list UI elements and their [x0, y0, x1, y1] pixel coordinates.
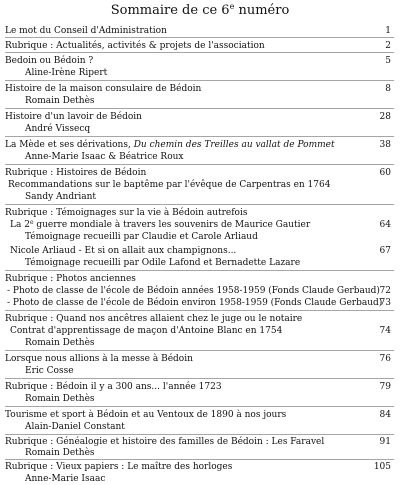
entry-author: Témoignage recueilli par Claudie et Carole Arliaud — [25, 232, 258, 242]
entry-author: Romain Dethès — [25, 448, 95, 458]
entry-13 — [0, 297, 400, 309]
entry-title: Le mot du Conseil d'Administration — [5, 26, 167, 36]
entry-page: 91 — [379, 437, 391, 447]
entry-8 — [0, 207, 400, 219]
entry-author: Sandy Andriant — [25, 192, 97, 202]
entry-11 — [0, 273, 400, 285]
entry-20 — [0, 461, 400, 473]
entry-page: 1 — [385, 26, 391, 36]
separator — [5, 164, 394, 165]
entry-4-author-line — [0, 95, 400, 107]
separator — [5, 378, 394, 379]
entry-author: Anne-Marie Isaac — [25, 474, 106, 484]
entry-title-pre: La 2 — [10, 220, 30, 230]
separator — [5, 52, 394, 53]
entry-title: Rubrique : Bédoin il y a 300 ans... l'année 1723 — [5, 382, 222, 392]
entry-10 — [0, 245, 400, 257]
entry-page: 28 — [379, 112, 391, 122]
entry-title: Histoire de la maison consulaire de Bédoin — [5, 84, 202, 94]
separator — [5, 37, 394, 38]
entry-title — [10, 219, 310, 231]
entry-author: Anne-Marie Isaac & Béatrice Roux — [25, 152, 184, 162]
entry-title: Rubrique : Histoires de Bédoin — [5, 168, 147, 178]
separator — [5, 406, 394, 407]
entry-19-author-line — [0, 447, 400, 459]
entry-16-author-line — [0, 365, 400, 377]
entry-page: 105 — [373, 462, 391, 472]
entry-1 — [0, 25, 400, 37]
title-suffix: numéro — [234, 3, 290, 18]
entry-title: Histoire d'un lavoir de Bédoin — [5, 112, 142, 122]
entry-7 — [0, 167, 400, 179]
page-title — [0, 3, 400, 18]
entry-page: 60 — [379, 168, 391, 178]
separator — [5, 310, 394, 311]
entry-12 — [0, 285, 400, 297]
entry-9 — [0, 219, 400, 231]
separator — [5, 270, 394, 271]
entry-title — [5, 139, 335, 151]
entry-title-italic: Du chemin des Treilles au vallat de Pommet — [133, 140, 335, 150]
entry-page: 38 — [379, 140, 391, 150]
entry-author: André Vissecq — [25, 124, 91, 134]
entry-18 — [0, 409, 400, 421]
entry-17 — [0, 381, 400, 393]
entry-title-plain: La Mède et ses dérivations, — [5, 140, 134, 150]
entry-page: 8 — [385, 84, 391, 94]
title-prefix: Sommaire de ce 6 — [110, 3, 230, 18]
entry-7-author-line — [0, 191, 400, 203]
entry-3-author-line — [0, 67, 400, 79]
entry-author: Romain Dethès — [25, 338, 95, 348]
entry-title: Rubrique : Témoignages sur la vie à Bédoin autrefois — [5, 208, 248, 218]
entry-page: 73 — [379, 298, 391, 308]
entry-title: Rubrique : Vieux papiers : Le maître des horloges — [5, 462, 233, 472]
entry-page: 5 — [385, 56, 391, 66]
entry-author: Romain Dethès — [25, 394, 95, 404]
entry-author: Romain Dethès — [25, 96, 95, 106]
entry-page: 76 — [379, 354, 391, 364]
separator — [5, 459, 394, 460]
entry-author: Témoignage recueilli par Odile Lafond et Bernadette Lazare — [25, 258, 301, 268]
entry-2 — [0, 40, 400, 52]
entry-page: 74 — [379, 326, 391, 336]
entry-4 — [0, 83, 400, 95]
separator — [5, 434, 394, 435]
entry-title: Rubrique : Actualités, activités & projets de l'association — [5, 41, 265, 51]
separator — [5, 80, 394, 81]
entry-5-author-line — [0, 123, 400, 135]
entry-6 — [0, 139, 400, 151]
entry-6-author-line — [0, 151, 400, 163]
entry-page: 64 — [379, 220, 391, 230]
entry-title: Bedoin ou Bédoin ? — [5, 56, 94, 66]
entry-title: Tourisme et sport à Bédoin et au Ventoux de 1890 à nos jours — [5, 410, 287, 420]
entry-page: 2 — [385, 41, 391, 51]
entry-title: - Photo de classe de l'école de Bédoin environ 1958-1959 (Fonds Claude Gerbaud) — [7, 298, 383, 308]
entry-title: Contrat d'apprentissage de maçon d'Antoine Blanc en 1754 — [10, 326, 283, 336]
entry-author: Aline-Irène Ripert — [25, 68, 108, 78]
entry-10-author-line — [0, 257, 400, 269]
entry-page: 67 — [379, 246, 391, 256]
entry-16 — [0, 353, 400, 365]
title-superscript: e — [229, 2, 235, 11]
entry-15 — [0, 325, 400, 337]
entry-5 — [0, 111, 400, 123]
separator — [5, 204, 394, 205]
entry-author: Eric Cosse — [25, 366, 74, 376]
entry-title: Rubrique : Photos anciennes — [5, 274, 136, 284]
entry-3 — [0, 55, 400, 67]
entry-page: 79 — [379, 382, 391, 392]
entry-15-author-line — [0, 337, 400, 349]
entry-title: Lorsque nous allions à la messe à Bédoin — [5, 354, 193, 364]
entry-title-sup: e — [29, 219, 34, 226]
entry-title-rest: guerre mondiale à travers les souvenirs de Maurice Gautier — [33, 220, 311, 230]
entry-18-author-line — [0, 421, 400, 433]
entry-title: Rubrique : Quand nos ancêtres allaient chez le juge ou le notaire — [5, 314, 303, 324]
entry-page: 84 — [379, 410, 391, 420]
entry-title: - Photo de classe de l'école de Bédoin années 1958-1959 (Fonds Claude Gerbaud) — [7, 286, 380, 296]
entry-subtitle: Recommandations sur le baptême par l'évêque de Carpentras en 1764 — [8, 180, 331, 190]
entry-7-sub-line — [0, 179, 400, 191]
separator — [5, 350, 394, 351]
entry-14 — [0, 313, 400, 325]
entry-17-author-line — [0, 393, 400, 405]
entry-9-author-line — [0, 231, 400, 243]
entry-page: 72 — [379, 286, 391, 296]
entry-20-author-line — [0, 473, 400, 485]
separator — [5, 136, 394, 137]
entry-title: Rubrique : Généalogie et histoire des familles de Bédoin : Les Faravel — [5, 437, 325, 447]
entry-title: Nicole Arliaud - Et si on allait aux champignons... — [10, 246, 237, 256]
entry-author: Alain-Daniel Constant — [25, 422, 125, 432]
separator — [5, 108, 394, 109]
